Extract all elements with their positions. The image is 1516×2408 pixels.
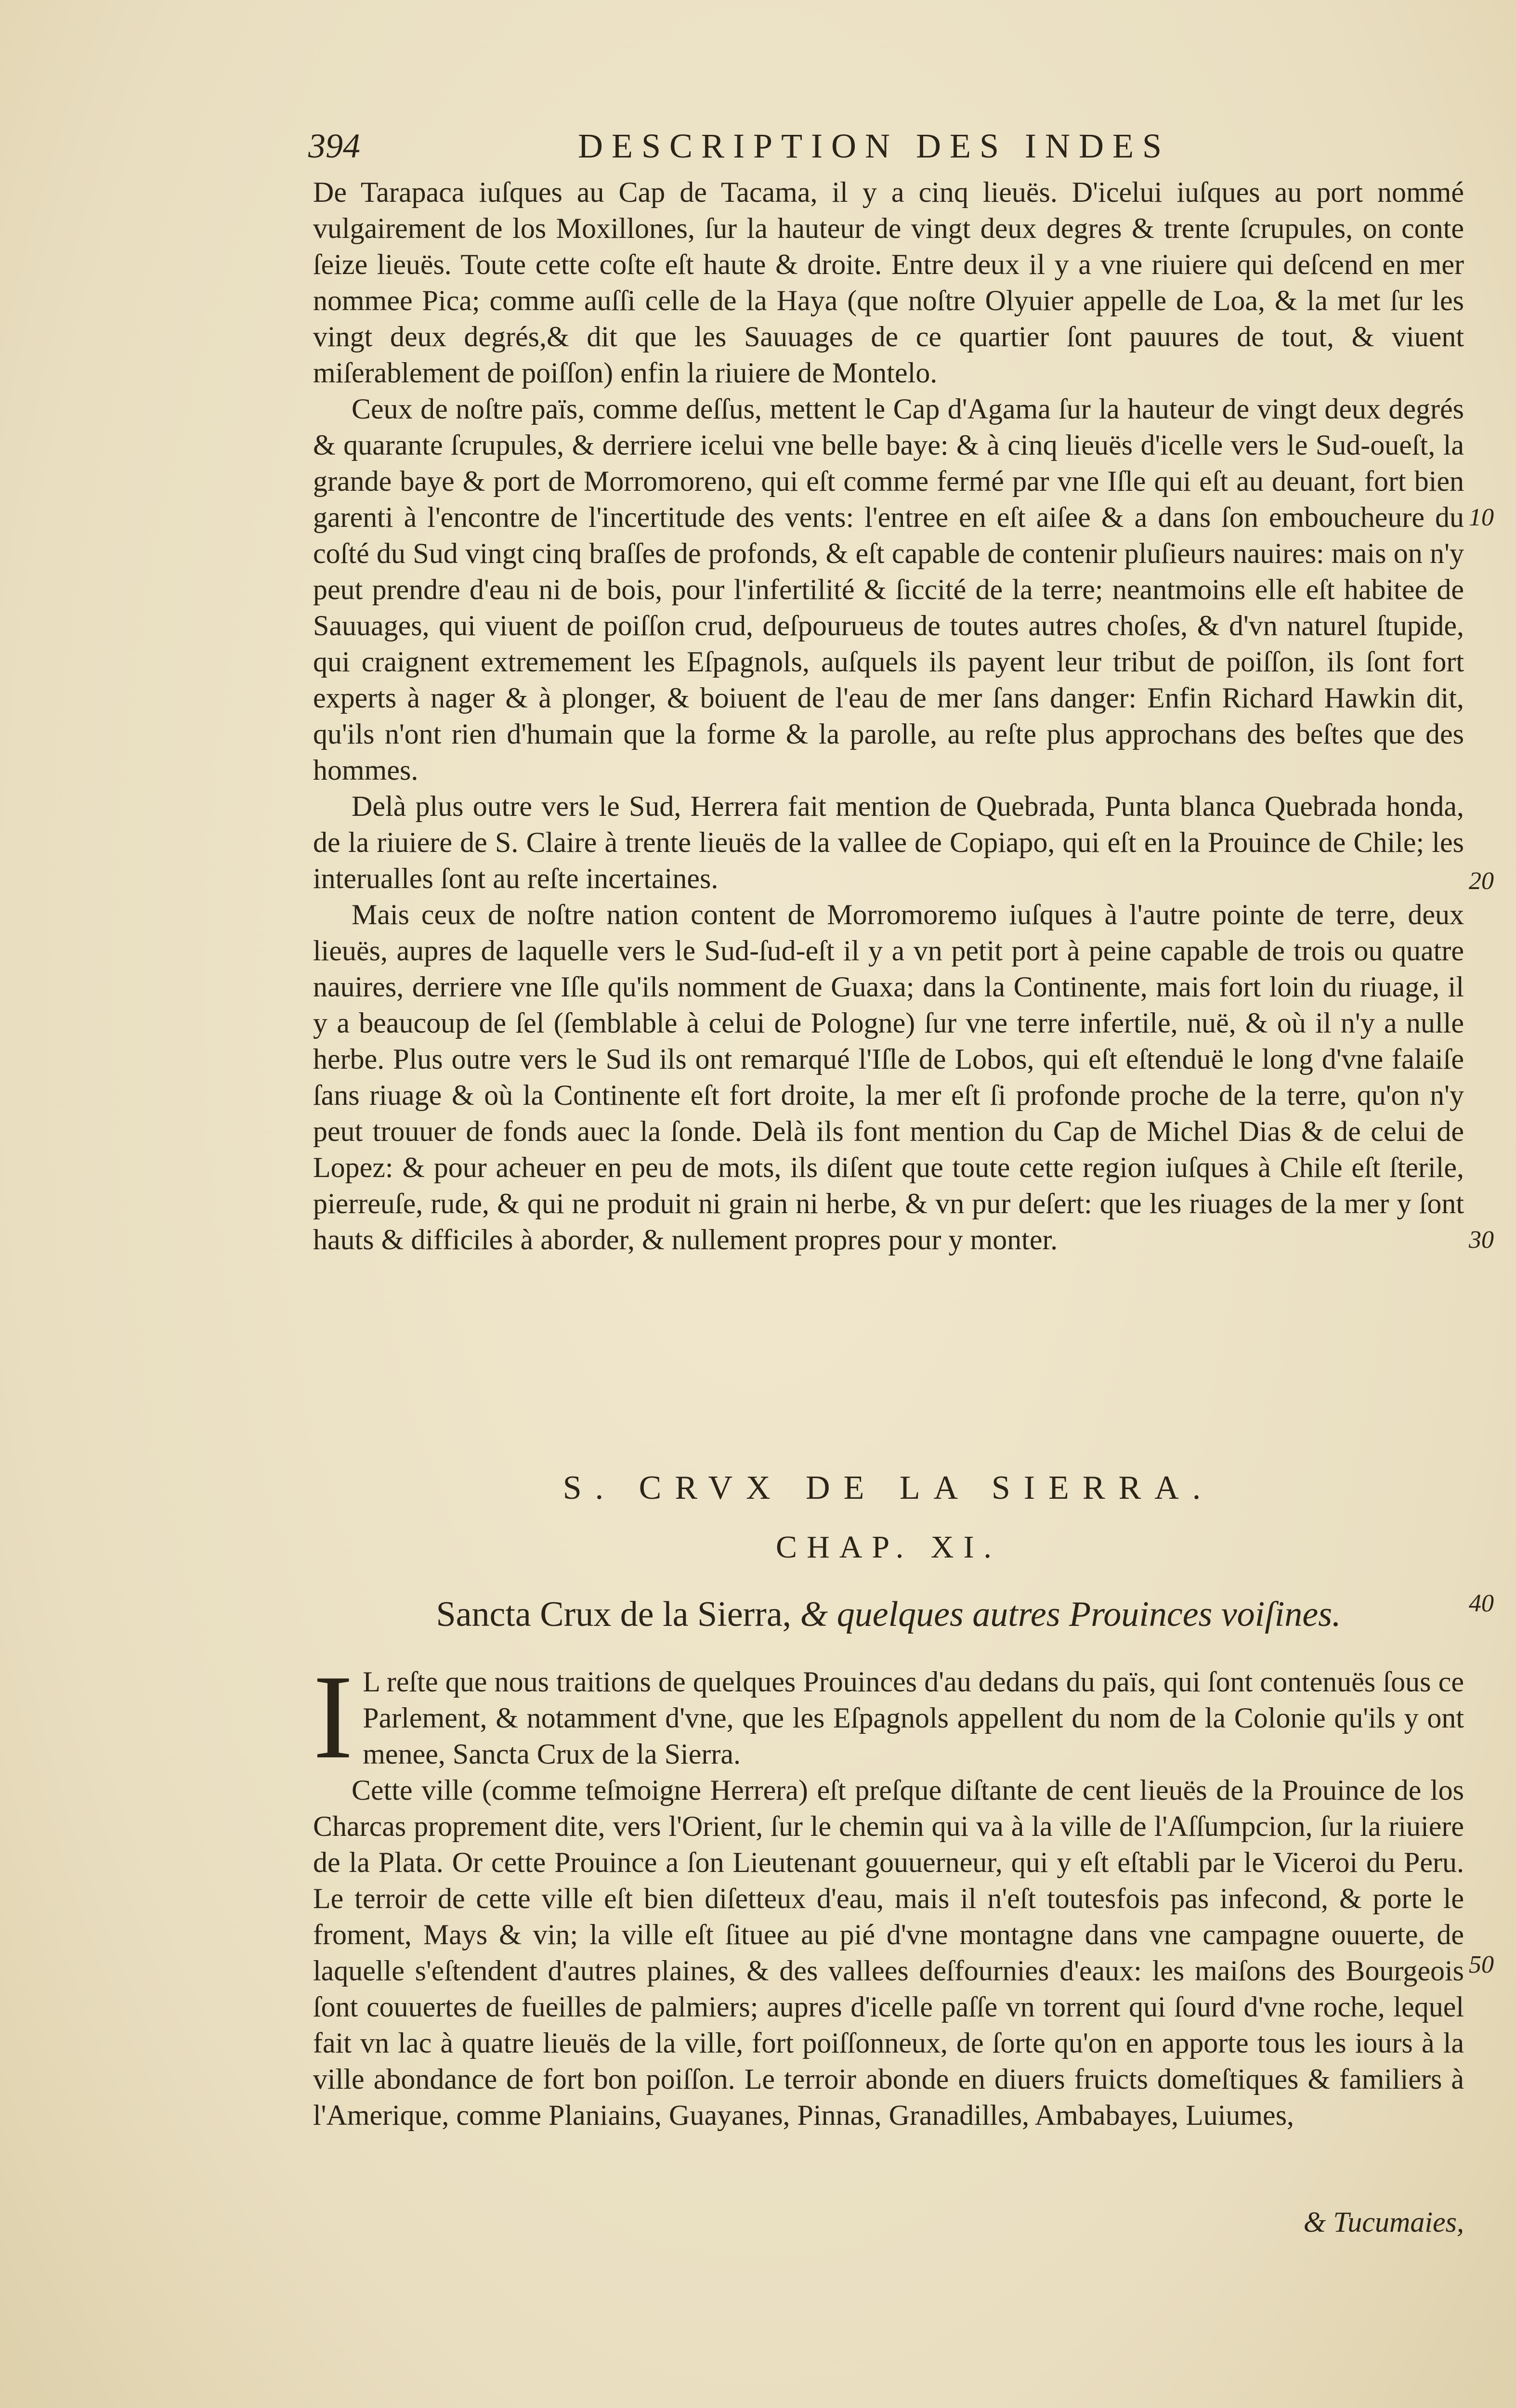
text-block-top	[313, 174, 1464, 1258]
page-number: 394	[308, 127, 360, 165]
subtitle-italic: & quelques autres Prouinces voiſines.	[791, 1595, 1341, 1634]
margin-line-number: 20	[1469, 867, 1494, 895]
drop-cap: I	[313, 1650, 353, 1784]
paragraph	[313, 1650, 1464, 1784]
running-title: DESCRIPTION DES INDES	[578, 127, 1171, 165]
chapter-subtitle	[313, 1594, 1464, 1635]
margin-line-number: 10	[1469, 504, 1494, 531]
text-block-chapter	[313, 1650, 1464, 2133]
subtitle-roman: Sancta Crux de la Sierra,	[436, 1595, 792, 1634]
paragraph: De Tarapaca iuſques au Cap de Tacama, il y a cinq lieuës. D'icelui iuſques au port nommé vulgairement de los Moxillones, ſur la hauteur de vingt deux degres & trente ſcrupules, on conte ſeize lieuës. Toute cette coſte eſt haute & droite. Entre deux il y a vne riuiere qui deſcend en mer nommee Pica; comme auſſi celle de la Haya (que noſtre Olyuier appelle de Loa, & la met ſur les vingt deux degrés,& dit que les Sauuages de ce quartier ſont pauures de tout, & viuent miſerablement de poiſſon) enfin la riuiere de Montelo.	[313, 176, 1464, 389]
page-header	[308, 126, 1464, 170]
paragraph: Delà plus outre vers le Sud, Herrera fait mention de Quebrada, Punta blanca Quebrada honda, de la riuiere de S. Claire à trente lieuës de la vallee de Copiapo, qui eſt en la Prouince de Chile; les interualles ſont au reſte incertaines.	[313, 790, 1464, 894]
section-title: S. CRVX DE LA SIERRA.	[562, 1469, 1215, 1506]
paragraph: Cette ville (comme teſmoigne Herrera) eſt preſque diſtante de cent lieuës de la Prouince de los Charcas proprement dite, vers l'Orient, ſur le chemin qui va à la ville de l'Aſſumpcion, ſur la riuiere de la Plata. Or cette Prouince a ſon Lieutenant gouuerneur, qui y eſt eſtabli par le Viceroi du Peru. Le terroir de cette ville eſt bien diſetteux d'eau, mais il n'eſt toutesfois pas infecond, & porte le froment, Mays & vin; la ville eſt ſituee au pié d'vne montagne dans vne campagne ouuerte, de laquelle s'eſtendent d'autres plaines, & des vallees deſfournies d'eaux: les maiſons des Bourgeois ſont couuertes de fueilles de palmiers; aupres d'icelle paſſe vn torrent qui ſourd d'vne roche, lequel fait vn lac à quatre lieuës de la ville, fort poiſſonneux, de ſorte qu'on en apporte tous les iours à la ville abondance de fort bon poiſſon. Le terroir abonde en diuers fruicts domeſtiques & familiers à l'Amerique, comme Planiains, Guayanes, Pinnas, Granadilles, Ambabayes, Luiumes,	[313, 1774, 1464, 2131]
margin-line-number: 30	[1469, 1226, 1494, 1254]
paragraph: Ceux de noſtre païs, comme deſſus, mettent le Cap d'Agama ſur la hauteur de vingt deux degrés & quarante ſcrupules, & derriere icelui vne belle baye: & à cinq lieuës d'icelle vers le Sud-oueſt, la grande baye & port de Morromoreno, qui eſt comme fermé par vne Iſle qui eſt au deuant, fort bien garenti à l'encontre de l'incertitude des vents: l'entree en eſt aiſee & a dans ſon embouchеure du coſté du Sud vingt cinq braſſes de profonds, & eſt capable de contenir pluſieurs nauires: mais on n'y peut prendre d'eau ni de bois, pour l'infertilité & ſiccité de la terre; neantmoins elle eſt habitee de Sauuages, qui viuent de poiſſon crud, deſpourueus de toutes autres choſes, & d'vn naturel ſtupide, qui craignent extremement les Eſpagnols, auſquels ils payent leur tribut de poiſſon, ils ſont fort experts à nager & à plonger, & boiuent de l'eau de mer ſans danger: Enfin Richard Hawkin dit, qu'ils n'ont rien d'humain que la forme & la parolle, au reſte plus approchans des beſtes que des hommes.	[313, 393, 1464, 786]
catchword: & Tucumaies,	[1303, 2206, 1464, 2238]
margin-line-number: 50	[1469, 1951, 1494, 1978]
chapter-heading: CHAP. XI.	[776, 1530, 1001, 1565]
margin-line-number: 40	[1469, 1590, 1494, 1617]
paragraph: Mais ceux de noſtre nation content de Morromoremo iuſques à l'autre pointe de terre, deux lieuës, aupres de laquelle vers le Sud-ſud-eſt il y a vn petit port à peine capable de trois ou quatre nauires, derriere vne Iſle qu'ils nomment de Guaxa; dans la Continente, mais fort loin du riuage, il y a beaucoup de ſel (ſemblable à celui de Pologne) ſur vne terre infertile, nuë, & où il n'y a nulle herbe. Plus outre vers le Sud ils ont remarqué l'Iſle de Lobos, qui eſt eſtenduë le long d'vne falaiſe ſans riuage & où la Continente eſt fort droite, la mer eſt ſi profonde proche de la terre, qu'on n'y peut trouuer de fonds auec la ſonde. Delà ils font mention du Cap de Michel Dias & de celui de Lopez: & pour acheuer en peu de mots, ils diſent que toute cette region iuſques à Chile eſt ſterile, pierreuſe, rude, & qui ne produit ni grain ni herbe, & vn pur deſert: que les riuages de la mer y ſont hauts & difficiles à aborder, & nullement propres pour y monter.	[313, 899, 1464, 1256]
paragraph-text: L reſte que nous traitions de quelques Prouinces d'au dedans du païs, qui ſont contenuës ſous ce Parlement, & notamment d'vne, que les Eſpagnols appellent du nom de la Colonie qu'ils y ont menee, Sancta Crux de la Sierra.	[363, 1666, 1464, 1770]
